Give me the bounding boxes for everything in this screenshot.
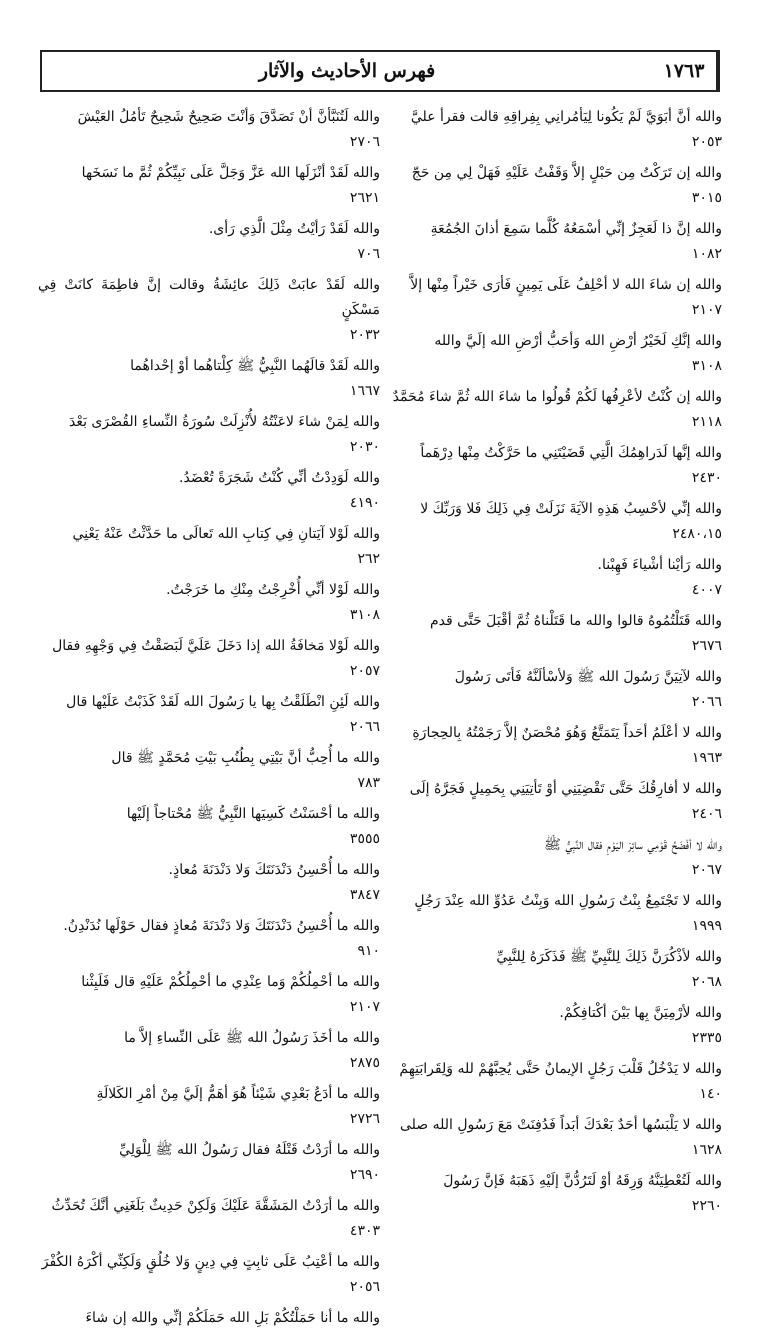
page-title: فهرس الأحاديث والآثار <box>258 60 436 82</box>
hadith-reference-number: ٢٠٥٣ <box>691 134 722 150</box>
hadith-entry <box>38 1138 380 1188</box>
hadith-reference-number: ١٦٦٧ <box>349 383 380 399</box>
hadith-text: والله لآتِيَنَّ رَسُولَ الله ﷺ وَلأسْألَنَّهُ فَأتَى رَسُولَ <box>454 669 722 685</box>
hadith-reference-number: ١٦٢٨ <box>691 1142 722 1158</box>
hadith-reference-number: ٢٨٧٥ <box>349 1055 380 1071</box>
hadith-entry <box>38 914 380 964</box>
hadith-text: والله إن تَرَكْتُ مِن حَبْلٍ إلاَّ وَقَفْتُ عَلَيْهِ فَهَلْ لِي مِن حَجّ <box>411 165 722 181</box>
hadith-text: والله رَأيْنا أشْياءَ فَهِبْنا. <box>597 557 722 573</box>
hadith-entry <box>38 217 380 267</box>
hadith-entry <box>38 105 380 155</box>
hadith-entry <box>38 273 380 348</box>
hadith-text: والله ما أرَدْتُ قَتْلَهُ فقال رَسُولُ الله ﷺ لِلْوَلِيِّ <box>119 1142 380 1158</box>
hadith-text: والله إنَّها لَدَراهِمُكَ الَّتِي قَضَيْتَنِي ما حَرَّكْتُ مِنْها دِرْهَماً <box>420 445 722 461</box>
hadith-text: والله لَقَدْ رَأيْتُ مِثْلَ الَّذِي رَأى. <box>208 221 380 237</box>
hadith-entry <box>38 690 380 740</box>
hadith-text: والله لأذْكُرَنَّ ذَلِكَ لِلنَّبِيِّ ﷺ فَذَكَرَهُ لِلنَّبِيِّ <box>496 949 722 965</box>
hadith-reference-number: ١٩٩٩ <box>691 918 722 934</box>
hadith-reference-number: ٤٠٠٧ <box>691 582 722 598</box>
hadith-text: والله لَئِنِ انْطَلَقْتُ بِها يا رَسُولَ الله لَقَدْ كَذَبْتُ عَلَيْها قال <box>66 694 380 710</box>
hadith-entry <box>38 1250 380 1300</box>
hadith-entry <box>38 634 380 684</box>
hadith-text: والله ما أُحِبُّ أنَّ بَيْتِي بِطُنُبِ بَيْتِ مُحَمَّدٍ ﷺ قال <box>111 750 380 766</box>
hadith-text: والله لا يَلْبَسُها أحَدٌ بَعْدَكَ أبَداً فَدُفِنَتْ مَعَ رَسُولِ الله صلى <box>400 1117 722 1133</box>
hadith-reference-number: ٤١٩٠ <box>349 495 380 511</box>
hadith-entry <box>38 466 380 516</box>
hadith-entry <box>380 497 722 547</box>
hadith-text: والله إنَّكِ لَخَيْرُ أرْضِ الله وَأحَبُّ أرْضِ الله إلَيَّ والله <box>434 333 722 349</box>
hadith-entry <box>380 1169 722 1219</box>
hadith-entry <box>38 578 380 628</box>
hadith-entry <box>380 665 722 715</box>
hadith-reference-number: ٢٠٥٧ <box>349 663 380 679</box>
hadith-reference-number: ٢٧٠٦ <box>349 134 380 150</box>
hadith-entry <box>380 385 722 435</box>
hadith-text: والله أنَّ أبَوَيَّ لَمْ يَكُونا لِيَأمُرانِي بِفِراقِهِ قالت فقرأ عليَّ <box>410 109 722 125</box>
hadith-entry <box>38 1194 380 1244</box>
hadith-text: والله لا أفْضَحُ قَوْمِي سائِرَ اليَوْمِ فقال النَّبِيُّ ﷺ <box>543 837 722 853</box>
hadith-entry <box>380 833 722 883</box>
hadith-entry <box>380 721 722 771</box>
hadith-text: والله لَوْلا آيَتانِ فِي كِتابِ الله تَعالَى ما حَدَّثْتُ عَنْهُ يَعْنِي <box>72 526 380 542</box>
hadith-text: والله ما أحْمِلُكُمْ وَما عِنْدِي ما أحْمِلُكُمْ عَلَيْهِ قال فَلَبِثْنا <box>81 974 380 990</box>
hadith-entry <box>38 858 380 908</box>
hadith-reference-number: ٢٦٢١ <box>349 190 380 206</box>
hadith-text: والله لَقَدْ عابَتْ ذَلِكَ عائِشَةُ وقالت إنَّ فاطِمَةَ كانَتْ فِي مَسْكَنٍ <box>38 277 380 318</box>
hadith-entry <box>380 609 722 659</box>
hadith-entry <box>380 329 722 379</box>
page-header <box>40 50 720 92</box>
hadith-reference-number: ٣٥٥٥ <box>349 831 380 847</box>
hadith-entry <box>38 1026 380 1076</box>
hadith-reference-number: ٧٠٦ <box>357 246 380 262</box>
hadith-text: والله لا أعْلَمُ أحَداً يَتَمَتَّعُ وَهُوَ مُحْصَنٌ إلاَّ رَجَمْتُهُ بِالحِجارَةِ <box>412 725 722 741</box>
hadith-entry <box>380 105 722 155</box>
hadith-text: والله ما أُحْسِنُ دَنْدَنَتَكَ وَلا دَنْدَنَةَ مُعاذٍ فقال حَوْلَها نُدَنْدِنُ. <box>63 918 380 934</box>
hadith-reference-number: ٢٠٣٢ <box>349 327 380 343</box>
hadith-entry <box>38 1306 380 1331</box>
hadith-reference-number: ١٤٠ <box>699 1086 722 1102</box>
hadith-reference-number: ٢٤٨٠،١٥ <box>672 526 722 542</box>
hadith-entry <box>38 1082 380 1132</box>
hadith-reference-number: ١٠٨٢ <box>691 246 722 262</box>
hadith-text: والله لَقَدْ أنْزَلَها الله عَزَّ وَجَلَّ عَلَى نَبِيِّكُمْ ثُمَّ ما نَسَخَها <box>81 165 380 181</box>
hadith-entry <box>38 354 380 404</box>
hadith-entry <box>38 970 380 1020</box>
hadith-entry <box>380 777 722 827</box>
hadith-entry <box>380 945 722 995</box>
hadith-text: والله لَوْلا أنِّي أُخْرِجْتُ مِنْكِ ما خَرَجْتُ. <box>166 582 380 598</box>
hadith-reference-number: ٢٦٧٦ <box>691 638 722 654</box>
hadith-text: والله إنَّ ذا لَعَجِزٌ إنِّي أسْمَعُهُ كُلَّما سَمِعَ أذانَ الجُمُعَةِ <box>430 221 722 237</box>
hadith-reference-number: ٢١١٨ <box>691 414 722 430</box>
hadith-text: والله إن كُنْتُ لأعْرِفُها لَكُمْ قُولُوا ما شاءَ الله ثُمَّ شاءَ مُحَمَّدٌ <box>392 389 722 405</box>
hadith-entry <box>380 217 722 267</box>
hadith-reference-number: ٢٠٦٨ <box>691 974 722 990</box>
hadith-reference-number: ٢٧٢٦ <box>349 1111 380 1127</box>
hadith-entry <box>380 1001 722 1051</box>
hadith-reference-number: ٢٦٢ <box>357 551 380 567</box>
hadith-text: والله ما أحْسَنْتُ كَسِيَها النَّبِيُّ ﷺ مُحْتاجاً إلَيْها <box>126 806 380 822</box>
page-number: ١٧٦٣ <box>652 52 718 90</box>
hadith-text: والله ما أنا حَمَلْتُكُمْ بَلِ الله حَمَلَكُمْ إنِّي والله إن شاءَ <box>85 1310 380 1326</box>
hadith-reference-number: ٣١٠٨ <box>691 358 722 374</box>
hadith-entry <box>380 889 722 939</box>
hadith-entry <box>380 1057 722 1107</box>
hadith-entry <box>380 441 722 491</box>
hadith-text: والله لأرْمِيَنَّ بِها بَيْنَ أكْتافِكُمْ. <box>559 1005 722 1021</box>
hadith-text: والله لِمَنْ شاءَ لاعَنْتُهُ لأُنْزِلَتْ سُورَةُ النِّساءِ القُصْرَى بَعْدَ <box>68 414 380 430</box>
hadith-text: والله لَوَدِدْتُ أنِّي كُنْتُ شَجَرَةً تُعْضَدُ. <box>179 470 380 486</box>
hadith-text: والله لَقَدْ قالَهُما النَّبِيُّ ﷺ كِلْتاهُما أوْ إحْداهُما <box>130 358 380 374</box>
hadith-text: والله ما أعْتِبُ عَلَى ثابِتٍ فِي دِينٍ وَلا خُلُقٍ وَلَكِنِّي أكْرَهُ الكُفْرَ <box>41 1254 380 1270</box>
hadith-text: والله لا تَجْتَمِعُ بِنْتُ رَسُولِ الله وَبِنْتُ عَدُوِّ الله عِنْدَ رَجُلٍ <box>414 893 722 909</box>
hadith-entry <box>38 522 380 572</box>
hadith-reference-number: ٤٣٠٣ <box>349 1223 380 1239</box>
hadith-reference-number: ٩١٠ <box>357 943 380 959</box>
hadith-text: والله إن شاءَ الله لا أحْلِفُ عَلَى يَمِينٍ فَأرَى خَيْراً مِنْها إلاَّ <box>410 277 722 293</box>
hadith-text: والله ما أُحْسِنُ دَنْدَنَتَكَ وَلا دَنْدَنَةَ مُعاذٍ. <box>168 862 380 878</box>
hadith-reference-number: ٢٠٥٦ <box>349 1279 380 1295</box>
hadith-reference-number: ٧٨٣ <box>357 775 380 791</box>
hadith-text: والله ما أدَعُ بَعْدِي شَيْئاً هُوَ أهَمُّ إلَيَّ مِنْ أمْرِ الكَلالَةِ <box>96 1086 380 1102</box>
hadith-reference-number: ٢٠٦٧ <box>691 862 722 878</box>
hadith-reference-number: ٣١٠٨ <box>349 607 380 623</box>
hadith-text: والله لَوْلا مَخافَةُ الله إذا دَخَلَ عَلَيَّ لَبَصَقْتُ فِي وَجْهِهِ فقال <box>52 638 380 654</box>
hadith-reference-number: ٢٠٣٠ <box>349 439 380 455</box>
hadith-reference-number: ٣٨٤٧ <box>349 887 380 903</box>
hadith-entry <box>38 410 380 460</box>
hadith-entry <box>38 802 380 852</box>
hadith-text: والله قَتَلْتُمُوهُ قالوا والله ما قَتَلْناهُ ثُمَّ أقْبَلَ حَتَّى قدم <box>430 613 722 629</box>
hadith-text: والله لا يَدْخُلُ قَلْبَ رَجُلٍ الإيمانُ حَتَّى يُحِبَّهُمْ لله وَلِقَرابَتِهِمْ <box>399 1061 722 1077</box>
hadith-text: والله لا أفارِقُكَ حَتَّى تَقْضِيَنِي أوْ تَأتِيَنِي بِحَمِيلٍ فَجَرَّهُ إلَى <box>409 781 722 797</box>
hadith-text: والله لَتُعْطِيَنَّهُ وَرِقَهُ أوْ لَتَرُدُّنَّ إلَيْهِ ذَهَبَهُ فَإنَّ رَسُولَ <box>443 1173 722 1189</box>
hadith-reference-number: ٢٠٦٦ <box>691 694 722 710</box>
hadith-reference-number: ٢٦٩٠ <box>349 1167 380 1183</box>
hadith-entry <box>380 553 722 603</box>
right-column <box>380 105 722 1225</box>
hadith-text: والله لَتُنَبَّأنَّ أنْ تَصَدَّقَ وَأنْتَ صَحِيحٌ شَحِيحٌ تَأمُلُ العَيْشَ <box>77 109 380 125</box>
hadith-text: والله ما أرَدْتُ المَشَقَّةَ عَلَيْكَ وَلَكِنْ حَدِيثٌ بَلَغَنِي أنَّكَ تُحَدِّثُ <box>51 1198 380 1214</box>
hadith-reference-number: ١٩٦٣ <box>691 750 722 766</box>
hadith-reference-number: ٢٤٣٠ <box>691 470 722 486</box>
hadith-entry <box>38 746 380 796</box>
hadith-reference-number: ٢١٠٧ <box>349 999 380 1015</box>
hadith-reference-number: ٣٠١٥ <box>691 190 722 206</box>
hadith-reference-number: ٢٤٠٦ <box>691 806 722 822</box>
hadith-text: والله إنِّي لأحْسِبُ هَذِهِ الآيَةَ نَزَلَتْ فِي ذَلِكَ فَلا وَرَبِّكَ لا <box>420 501 722 517</box>
hadith-reference-number: ٢٢٦٠ <box>691 1198 722 1214</box>
hadith-reference-number: ٢٠٦٦ <box>349 719 380 735</box>
hadith-reference-number: ٢١٠٧ <box>691 302 722 318</box>
hadith-entry <box>380 1113 722 1163</box>
hadith-entry <box>380 161 722 211</box>
hadith-entry <box>38 161 380 211</box>
hadith-reference-number: ٢٣٣٥ <box>691 1030 722 1046</box>
hadith-text: والله ما أخَذَ رَسُولُ الله ﷺ عَلَى النِّساءِ إلاَّ ما <box>124 1030 380 1046</box>
hadith-entry <box>380 273 722 323</box>
left-column <box>38 105 380 1337</box>
